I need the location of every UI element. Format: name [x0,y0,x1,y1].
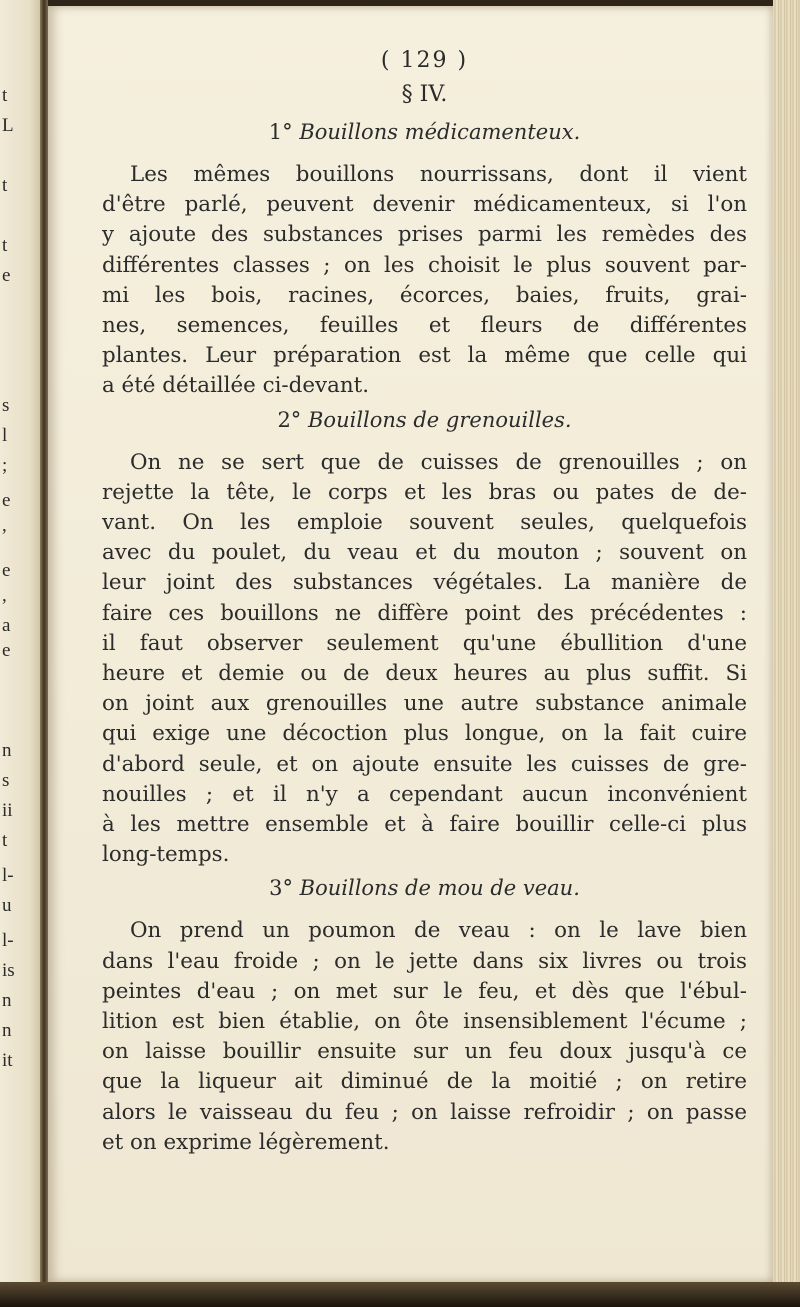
margin-fragment: l [2,425,8,446]
text-line: à les mettre ensemble et à faire bouillir celle-ci plus [102,812,747,838]
margin-fragment: s [2,395,10,416]
text-line: d'abord seule, et on ajoute ensuite les cuisses de gre- [102,751,747,777]
margin-fragment: a [2,615,11,636]
text-line: On prend un poumon de veau : on le lave bien [130,918,747,944]
margin-fragment: s [2,770,10,791]
margin-fragment: it [2,1050,13,1071]
margin-fragment: l- [2,930,14,951]
text-line: différentes classes ; on les choisit le plus souvent par- [102,252,747,278]
book-gutter [40,0,48,1307]
text-line: faire ces bouillons ne diffère point des précédentes : [102,600,747,626]
margin-fragment: n [2,740,12,761]
text-line: on joint aux grenouilles une autre substance animale [102,691,747,717]
text-line: rejette la tête, le corps et les bras ou pates de de- [102,479,747,505]
margin-fragment: t [2,830,8,851]
text-line: a été détaillée ci-devant. [102,373,370,399]
page-edges [773,0,800,1307]
text-line: plantes. Leur préparation est la même que celle qui [102,343,747,369]
text-line: mi les bois, racines, écorces, baies, fruits, grai- [102,282,747,308]
subheading-number: 1° [268,120,293,144]
margin-fragment: e [2,490,11,511]
page-number: ( 129 ) [380,48,469,73]
paragraph-1 [102,160,747,402]
text-line: lition est bien établie, on ôte insensiblement l'écume ; [102,1009,747,1035]
text-line: avec du poulet, du veau et du mouton ; souvent on [102,540,747,566]
margin-fragment: n [2,990,12,1011]
text-line: qui exige une décoction plus longue, on la fait cuire [102,721,747,747]
margin-fragment: , [2,515,7,536]
margin-fragment: e [2,560,11,581]
margin-fragment: n [2,1020,12,1041]
text-line: on laisse bouillir ensuite sur un feu doux jusqu'à ce [102,1039,747,1065]
text-line: y ajoute des substances prises parmi les remèdes des [102,222,747,248]
subheading-number: 2° [277,407,302,432]
text-line: et on exprime légèrement. [102,1129,390,1155]
margin-fragment: is [2,960,15,981]
margin-fragment: L [2,115,14,136]
text-line: long-temps. [102,842,230,868]
text-line: heure et demie ou de deux heures au plus suffit. Si [102,661,747,687]
subheading-1 [102,120,747,160]
subheading-title: Bouillons de mou de veau. [299,876,580,901]
text-line: dans l'eau froide ; on le jette dans six livres ou trois [102,948,747,974]
margin-fragment: ii [2,800,13,821]
section-heading: § IV. [401,82,448,107]
paragraph-2 [102,448,747,871]
margin-fragment: e [2,640,11,661]
margin-fragment: u [2,895,12,916]
margin-fragment: ; [2,455,8,476]
subheading-3 [102,876,747,916]
margin-fragment: t [2,85,8,106]
facing-page-margin [0,0,42,1307]
text-line: Les mêmes bouillons nourrissans, dont il vient [130,162,747,187]
margin-fragment: , [2,585,7,606]
margin-fragment: t [2,175,8,196]
book-bottom-edge [0,1282,800,1307]
paragraph-3 [102,916,747,1158]
text-line: d'être parlé, peuvent devenir médicamenteux, si l'on [102,192,747,218]
text-line: peintes d'eau ; on met sur le feu, et dès que l'ébul- [102,978,747,1004]
text-line: il faut observer seulement qu'une ébullition d'une [102,630,747,656]
subheading-title: Bouillons médicamenteux. [299,120,581,144]
text-line: nes, semences, feuilles et fleurs de différentes [102,313,747,339]
text-line: nouilles ; et il n'y a cependant aucun inconvénient [102,781,747,807]
margin-fragment: l- [2,865,14,886]
text-line: On ne se sert que de cuisses de grenouilles ; on [130,449,747,475]
text-line: alors le vaisseau du feu ; on laisse refroidir ; on passe [102,1099,747,1125]
margin-fragment: t [2,235,8,256]
subheading-title: Bouillons de grenouilles. [308,407,572,432]
margin-fragment: e [2,265,11,286]
subheading-number: 3° [269,876,293,901]
text-line: leur joint des substances végétales. La manière de [102,570,747,596]
page-text [102,48,747,1158]
subheading-2 [102,408,747,448]
book-page [48,6,773,1282]
text-line: que la liqueur ait diminué de la moitié ; on retire [102,1069,747,1095]
text-line: vant. On les emploie souvent seules, quelquefois [102,510,747,536]
